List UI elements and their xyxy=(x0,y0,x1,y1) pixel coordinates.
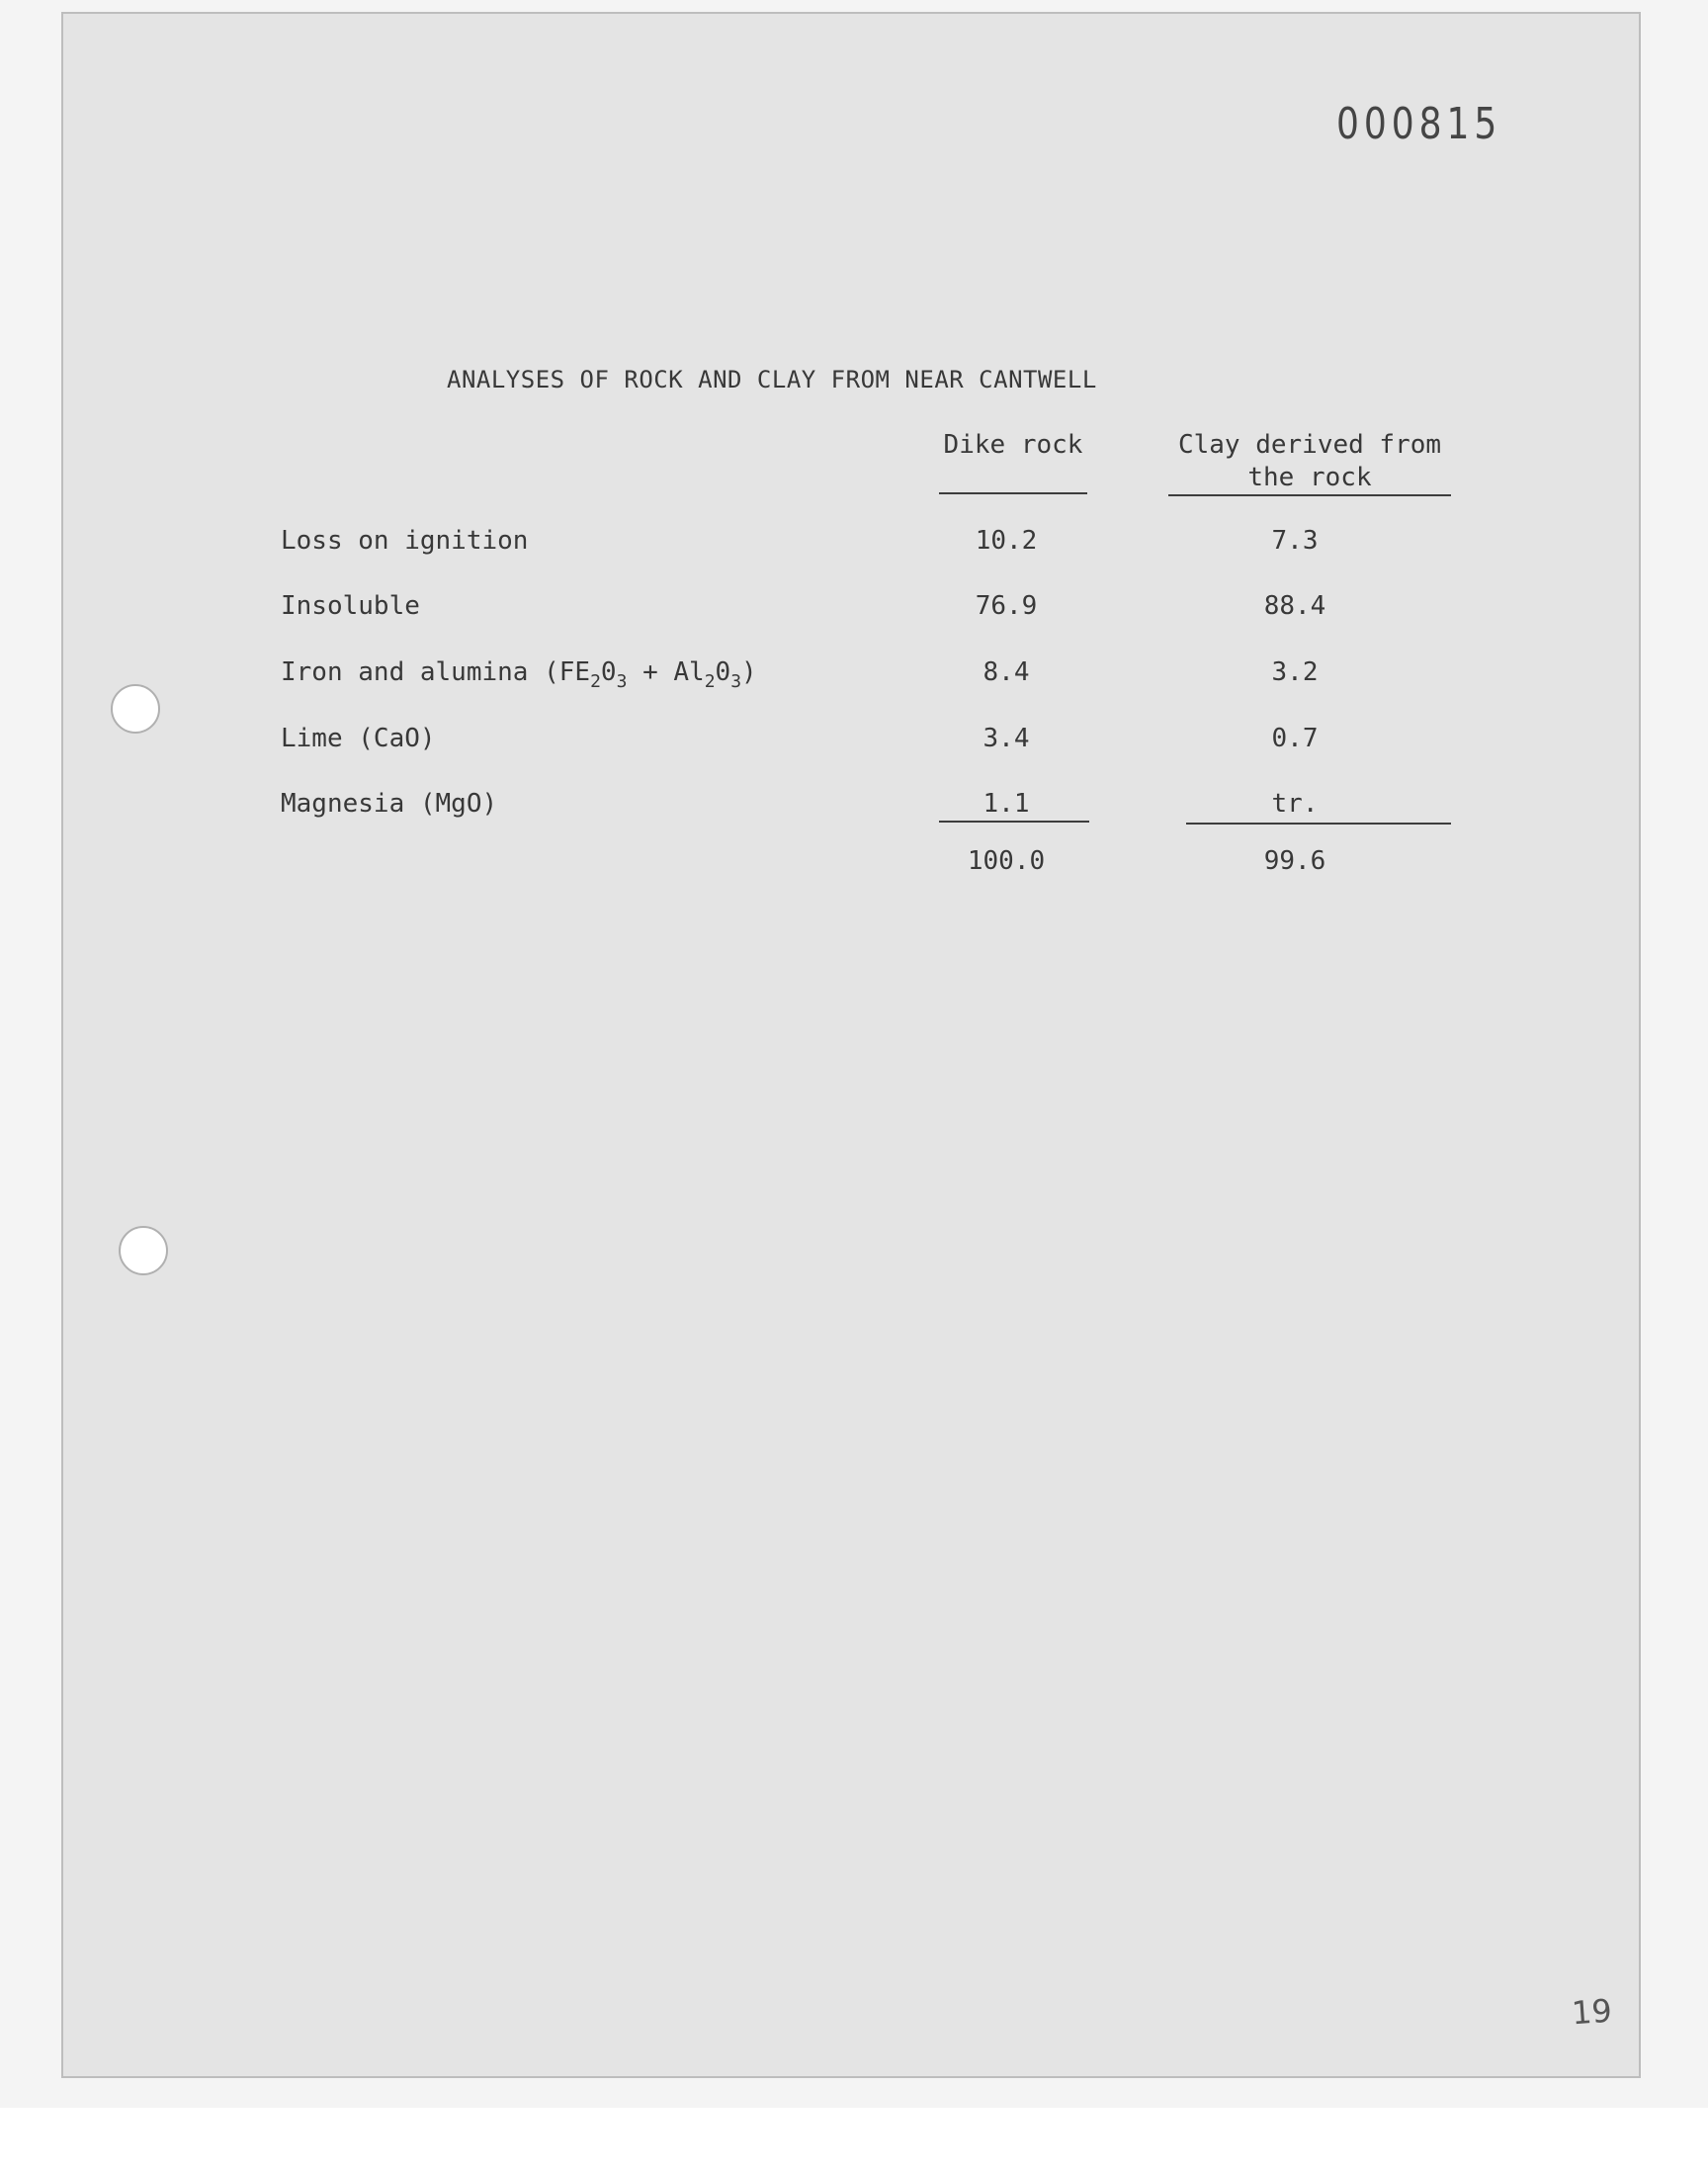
label-text-part: Iron and alumina (FE xyxy=(281,657,591,687)
column-header-clay-line2: the rock xyxy=(1247,463,1372,492)
total-dike: 100.0 xyxy=(967,846,1046,876)
scan-margin xyxy=(0,2108,1708,2175)
row-label-magnesia: Magnesia (MgO) xyxy=(281,789,498,819)
row-label-insoluble: Insoluble xyxy=(281,591,420,621)
cell-dike-loss-on-ignition: 10.2 xyxy=(975,526,1038,556)
column-header-dike-rock xyxy=(929,429,1097,462)
cell-clay-loss-on-ignition: 7.3 xyxy=(1271,526,1319,556)
subscript: 2 xyxy=(590,671,601,692)
cell-clay-insoluble: 88.4 xyxy=(1263,591,1326,621)
cell-dike-iron-and-alumina: 8.4 xyxy=(982,657,1030,687)
cell-dike-lime: 3.4 xyxy=(982,724,1030,753)
column-header-dike-label: Dike rock xyxy=(943,430,1083,460)
subscript: 2 xyxy=(704,671,716,692)
row-label-loss-on-ignition: Loss on ignition xyxy=(281,526,529,556)
row-label-lime: Lime (CaO) xyxy=(281,724,436,753)
document-page xyxy=(61,12,1641,2078)
label-text-part: + Al xyxy=(627,657,705,687)
total-underline-clay xyxy=(1186,823,1451,825)
cell-dike-magnesia: 1.1 xyxy=(982,789,1030,819)
cell-dike-insoluble: 76.9 xyxy=(975,591,1038,621)
total-underline-dike xyxy=(939,821,1089,823)
column-header-clay-underline xyxy=(1168,494,1451,496)
document-number-stamp: 000815 xyxy=(1336,99,1502,149)
column-header-clay xyxy=(1156,429,1463,494)
cell-clay-iron-and-alumina: 3.2 xyxy=(1271,657,1319,687)
total-clay: 99.6 xyxy=(1263,846,1326,876)
row-label-iron-and-alumina xyxy=(281,657,757,692)
table-title: ANALYSES OF ROCK AND CLAY FROM NEAR CANTWELL xyxy=(447,366,1097,393)
label-text-part: 0 xyxy=(715,657,731,687)
cell-clay-magnesia: tr. xyxy=(1271,789,1319,819)
subscript: 3 xyxy=(730,671,742,692)
cell-clay-lime: 0.7 xyxy=(1271,724,1319,753)
punch-hole-bottom xyxy=(119,1226,168,1275)
label-text-part: ) xyxy=(741,657,757,687)
handwritten-page-number: 19 xyxy=(1570,1991,1613,2033)
punch-hole-top xyxy=(111,684,160,734)
column-header-clay-line1: Clay derived from xyxy=(1177,430,1442,460)
subscript: 3 xyxy=(616,671,628,692)
column-header-dike-underline xyxy=(939,492,1087,494)
label-text-part: 0 xyxy=(600,657,617,687)
